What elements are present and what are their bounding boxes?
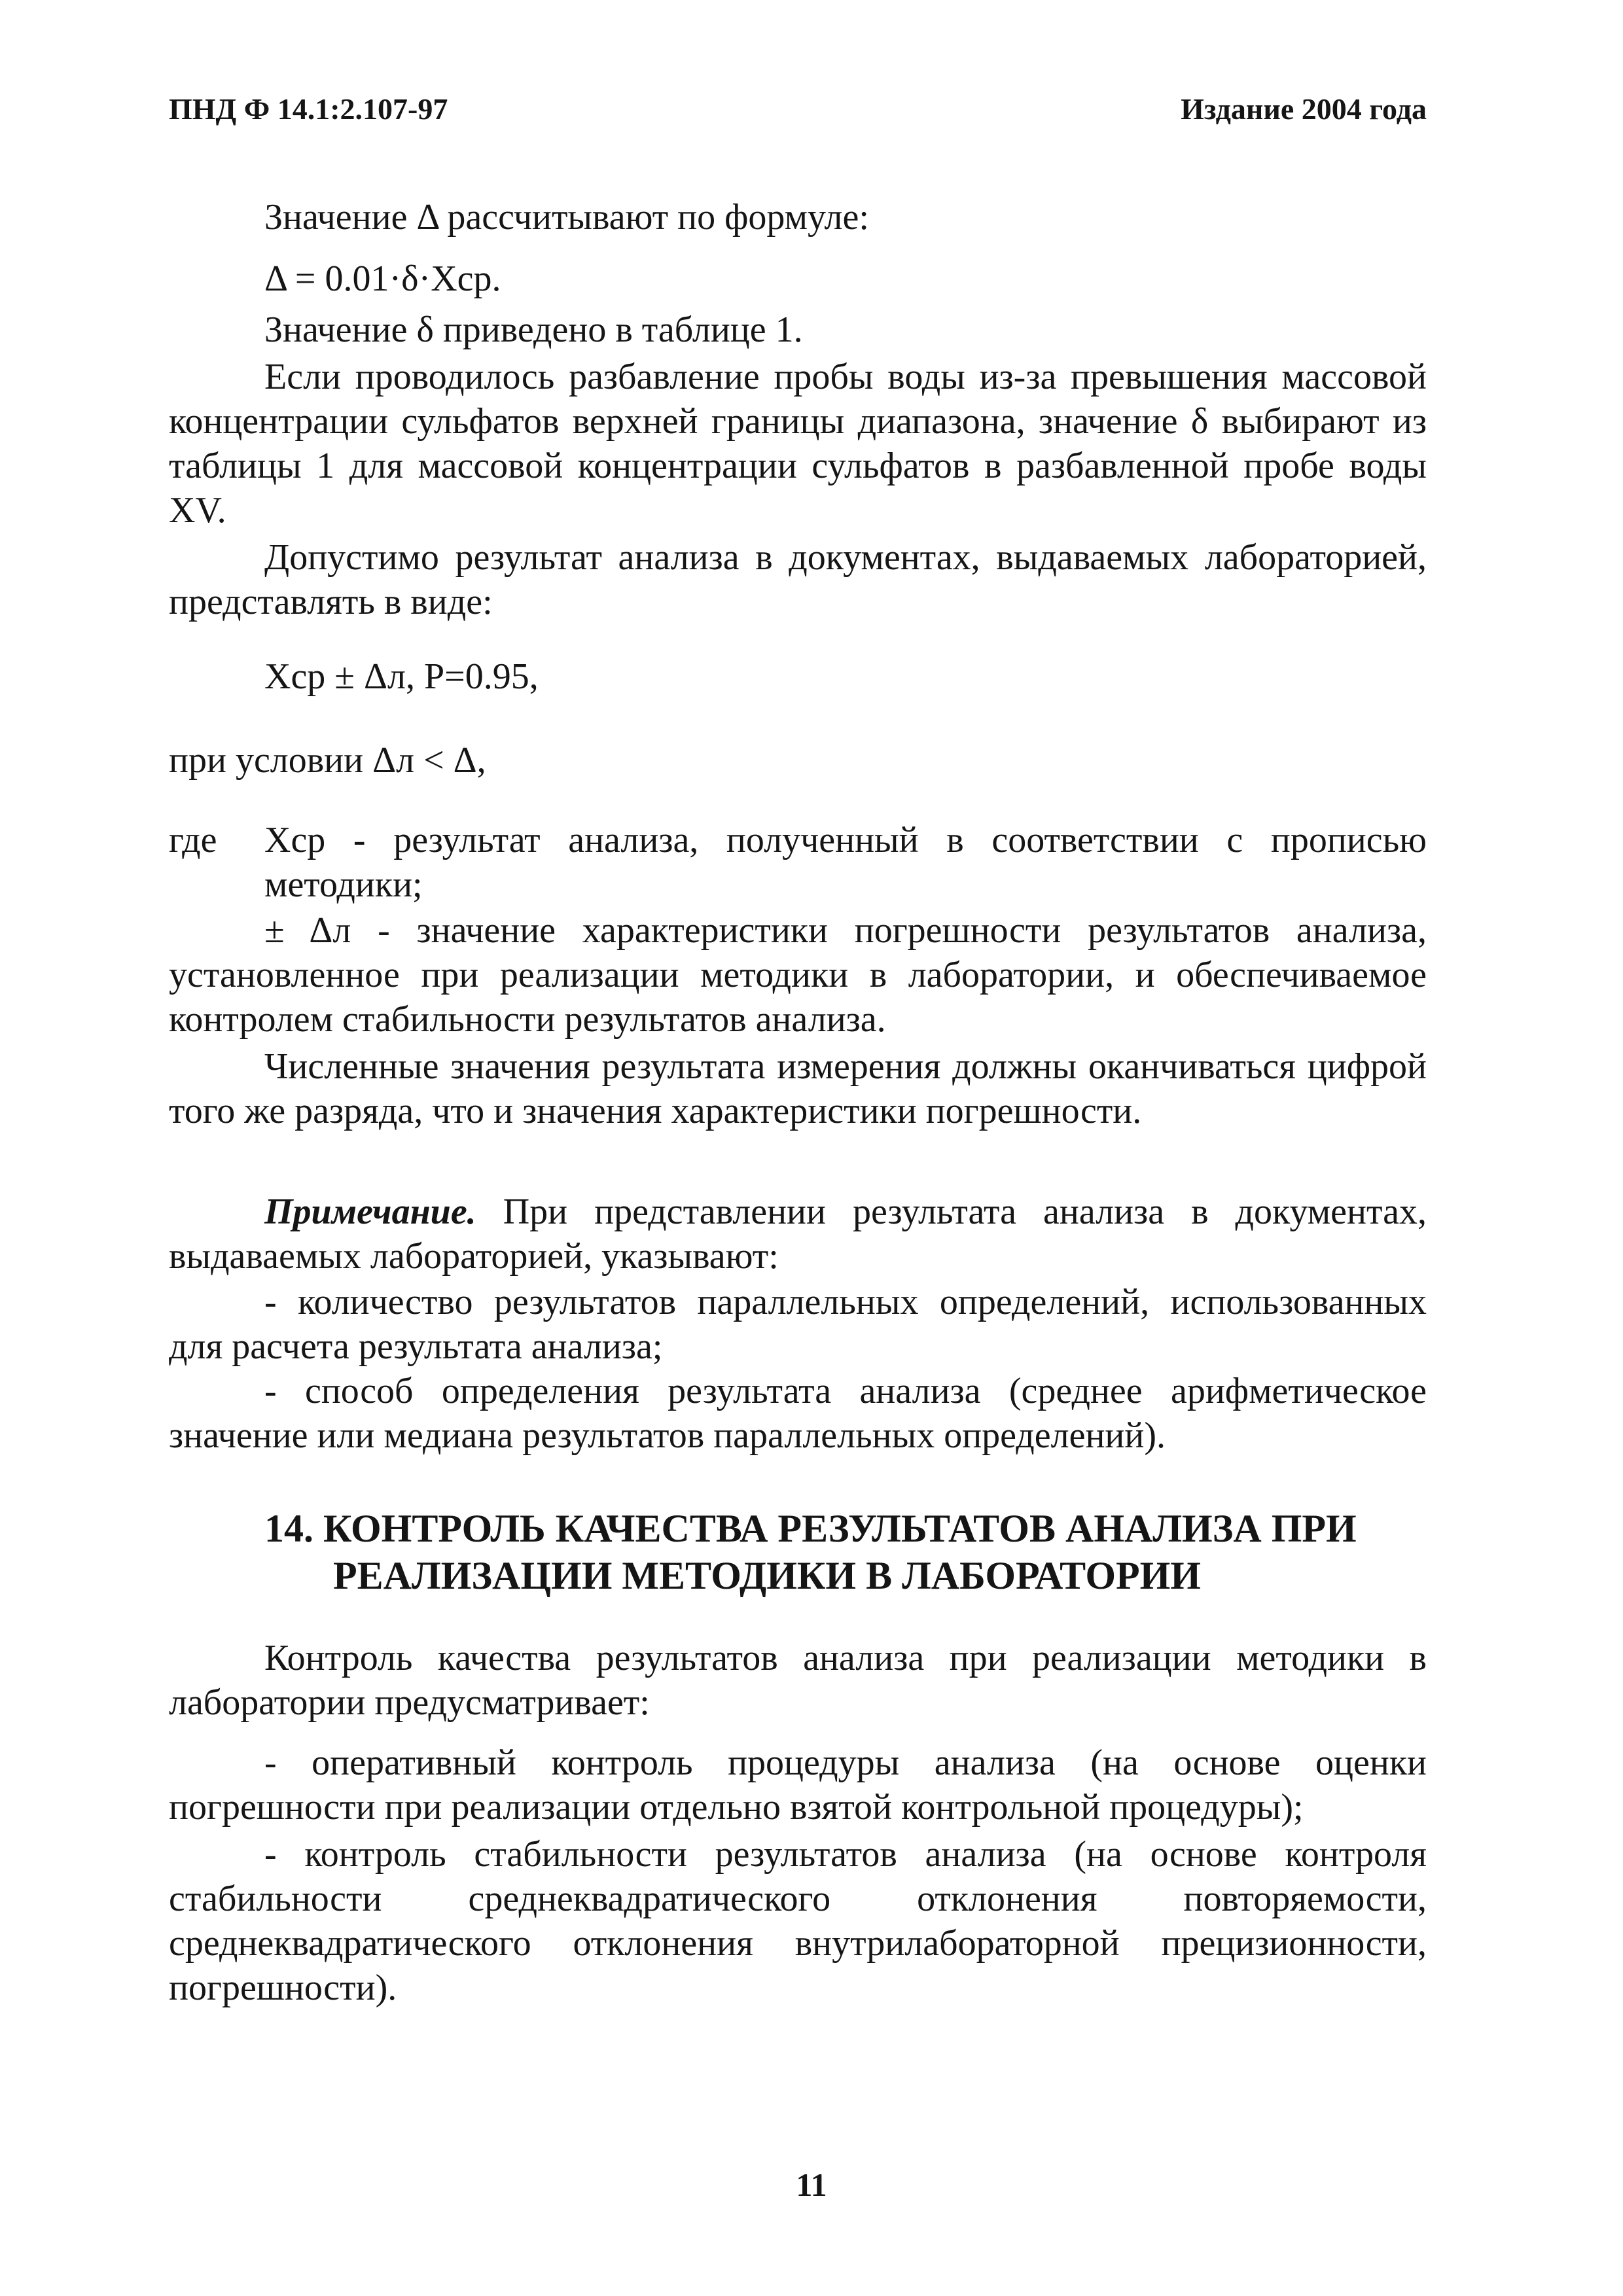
paragraph-delta-intro: Значение Δ рассчитывают по формуле: (264, 197, 869, 238)
paragraph-numeric-values: Численные значения результата измерения должны оканчиваться цифрой того же разряда, что и значения характеристики погрешности. (169, 1046, 1427, 1131)
note-title: Примечание. (264, 1192, 476, 1232)
section-heading (264, 1505, 1427, 1599)
paragraph-dilution: Если проводилось разбавление пробы воды из-за превышения массовой концентрации сульфатов верхней границы диапазона, значение δ выбирают из таблицы 1 для массовой концентрации сульфатов в разбавленной пробе воды XV. (169, 357, 1427, 531)
note-text: При представлении результата анализа в документах, выдаваемых лабораторией, указывают: (169, 1192, 1427, 1277)
note-item-method: - способ определения результата анализа (среднее арифметическое значение или медиана результатов параллельных определений). (169, 1371, 1427, 1456)
item-stability-control: - контроль стабильности результатов анализа (на основе контроля стабильности среднеквадратического отклонения повторяемости, среднеквадратического отклонения внутрилабораторной прецизионности, погрешности). (169, 1834, 1427, 2008)
paragraph-result-form: Допустимо результат анализа в документах, выдаваемых лабораторией, представлять в виде: (169, 537, 1427, 622)
paragraph-delta-table: Значение δ приведено в таблице 1. (264, 309, 803, 350)
edition-label: Издание 2004 года (1181, 92, 1427, 126)
formula-delta: Δ = 0.01·δ·Xср. (264, 258, 501, 299)
section-heading-line1: 14. КОНТРОЛЬ КАЧЕСТВА РЕЗУЛЬТАТОВ АНАЛИЗА ПРИ (264, 1507, 1357, 1550)
note-item-count: - количество результатов параллельных определений, использованных для расчета результата анализа; (169, 1282, 1427, 1367)
paragraph-condition: при условии Δл < Δ, (169, 740, 486, 781)
note-paragraph (169, 1190, 1427, 1279)
document-code: ПНД Ф 14.1:2.107-97 (169, 92, 448, 126)
paragraph-quality-control: Контроль качества результатов анализа при реализации методики в лаборатории предусматривает: (169, 1638, 1427, 1723)
where-xcp: Xср - результат анализа, полученный в соответствии с прописью методики; (264, 820, 1427, 905)
section-heading-line2: РЕАЛИЗАЦИИ МЕТОДИКИ В ЛАБОРАТОРИИ (333, 1554, 1201, 1597)
formula-result: Xср ± Δл, Р=0.95, (264, 656, 539, 697)
where-delta-l: ± Δл - значение характеристики погрешности результатов анализа, установленное при реализации методики в лаборатории, и обеспечиваемое контролем стабильности результатов анализа. (169, 910, 1427, 1040)
page-number: 11 (796, 2166, 827, 2203)
where-label: где (169, 820, 217, 860)
item-operational-control: - оперативный контроль процедуры анализа (на основе оценки погрешности при реализации отдельно взятой контрольной процедуры); (169, 1742, 1427, 1828)
